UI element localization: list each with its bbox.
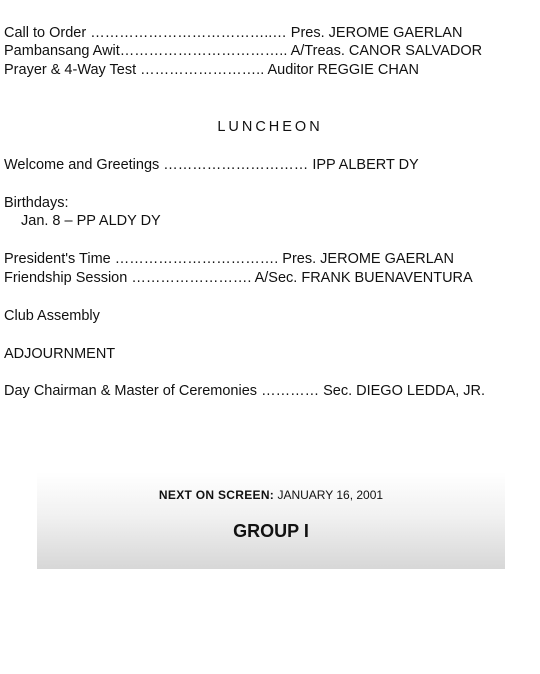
- day-chairman-line: Day Chairman & Master of Ceremonies ………… Sec. DIEGO LEDDA, JR.: [4, 383, 486, 399]
- next-on-screen-banner: [37, 472, 505, 569]
- welcome-line: Welcome and Greetings ………………………… IPP ALBERT DY: [4, 157, 419, 173]
- prayer-line: Prayer & 4-Way Test …………………….. Auditor REGGIE CHAN: [4, 62, 419, 78]
- group-title: GROUP I: [233, 521, 309, 541]
- birthdays-label: Birthdays:: [4, 195, 69, 211]
- luncheon-heading: LUNCHEON: [217, 119, 323, 135]
- club-assembly-line: Club Assembly: [4, 308, 100, 324]
- friendship-session-line: Friendship Session ……………………. A/Sec. FRANK BUENAVENTURA: [4, 270, 473, 286]
- presidents-time-line: President's Time ……………………………. Pres. JEROME GAERLAN: [4, 251, 454, 267]
- next-on-screen-date: JANUARY 16, 2001: [277, 488, 384, 502]
- call-to-order-line: Call to Order ………………………………..… Pres. JEROME GAERLAN: [4, 25, 463, 41]
- birthday-entry: Jan. 8 – PP ALDY DY: [21, 213, 161, 229]
- next-on-screen-line: [37, 488, 505, 502]
- adjournment-line: ADJOURNMENT: [4, 346, 116, 362]
- pambansang-awit-line: Pambansang Awit…………………………….. A/Treas. CANOR SALVADOR: [4, 43, 483, 59]
- next-on-screen-label: NEXT ON SCREEN:: [158, 488, 275, 502]
